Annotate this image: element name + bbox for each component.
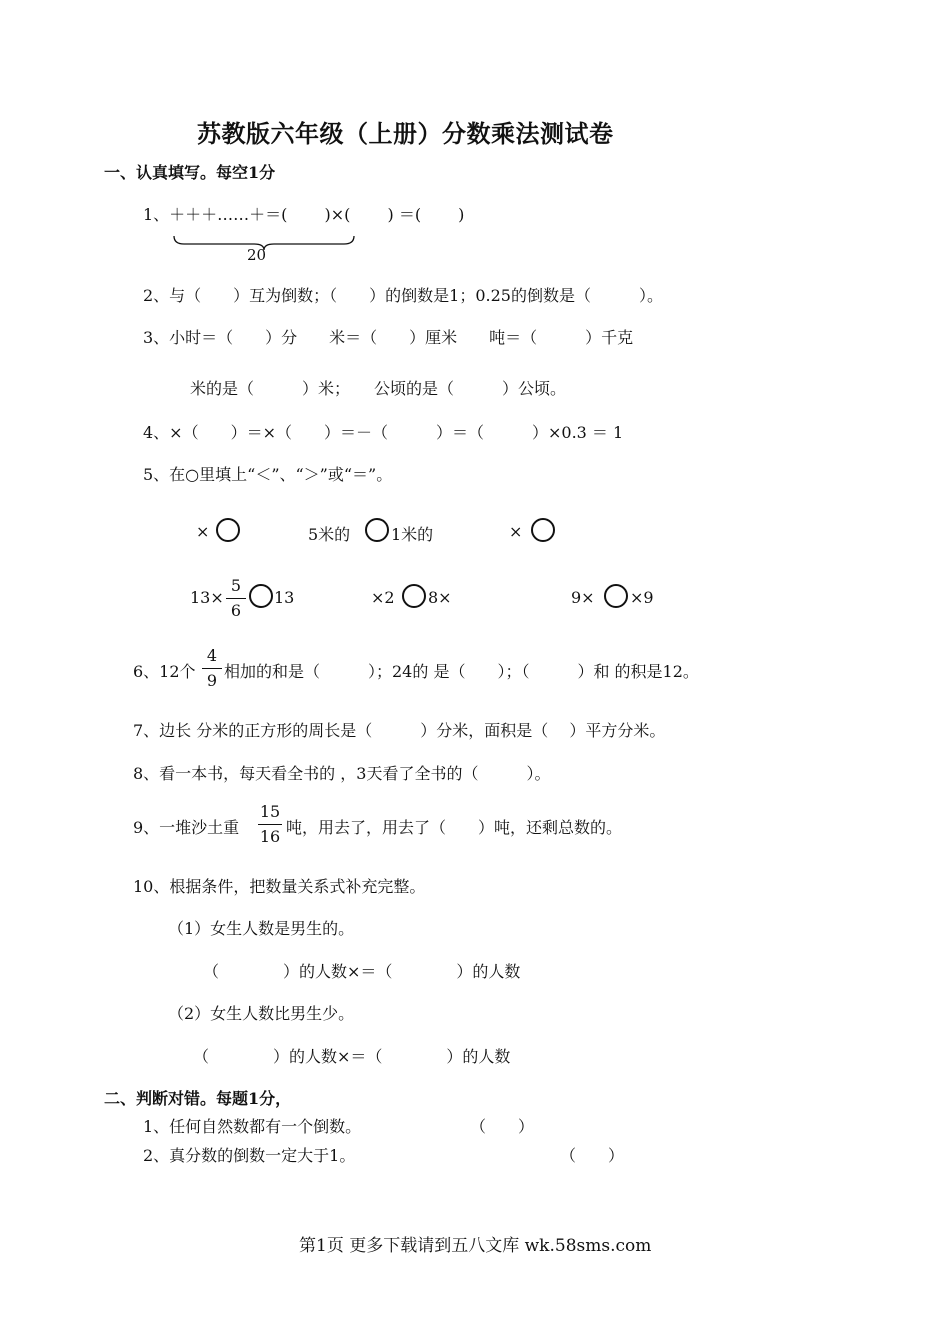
section-1-heading: 一、认真填写。每空1分 bbox=[104, 163, 276, 182]
section-2-heading: 二、判断对错。每题1分， bbox=[104, 1089, 292, 1108]
compare-6-right: ×9 bbox=[630, 588, 654, 607]
question-10: 10、根据条件，把数量关系式补充完整。 bbox=[133, 877, 426, 896]
question-7: 7、边长 分米的正方形的周长是（ ）分米，面积是（ ）平方分米。 bbox=[133, 721, 666, 740]
question-10-1: （1）女生人数是男生的。 bbox=[168, 919, 355, 938]
numerator: 15 bbox=[259, 802, 281, 821]
page-title: 苏教版六年级（上册）分数乘法测试卷 bbox=[197, 119, 614, 148]
denominator: 6 bbox=[230, 601, 242, 620]
fraction-fifteen-sixteenths bbox=[256, 802, 284, 847]
compare-5-right: 8× bbox=[428, 588, 452, 607]
compare-6-left: 9× bbox=[571, 588, 595, 607]
question-4: 4、×（ ）＝×（ ）＝－（ ）＝（ ）×0.3 ＝ 1 bbox=[143, 423, 624, 442]
denominator: 16 bbox=[259, 827, 281, 846]
compare-3-left: × bbox=[509, 522, 523, 541]
question-3-line-2: 米的是（ ）米； 公顷的是（ ）公顷。 bbox=[190, 379, 567, 398]
question-1: 1、＋＋＋……＋＝( )×( ) ＝( ) bbox=[143, 205, 465, 224]
numerator: 4 bbox=[206, 646, 218, 665]
question-3-line-1: 3、小时＝（ ）分 米＝（ ）厘米 吨＝（ ）千克 bbox=[143, 328, 634, 347]
compare-4-right: 13 bbox=[274, 588, 295, 607]
denominator: 9 bbox=[206, 671, 218, 690]
compare-circle bbox=[604, 584, 628, 608]
compare-circle bbox=[216, 518, 240, 542]
compare-circle bbox=[402, 584, 426, 608]
question-5: 5、在○里填上“＜”、“＞”或“＝”。 bbox=[143, 465, 393, 484]
fraction-five-sixths bbox=[224, 576, 248, 621]
compare-2-right: 1米的 bbox=[391, 525, 434, 544]
question-10-1-equation: （ ）的人数×＝（ ）的人数 bbox=[203, 962, 521, 981]
question-10-2: （2）女生人数比男生少。 bbox=[168, 1004, 355, 1023]
compare-4-left: 13× bbox=[190, 588, 224, 607]
compare-5-left: ×2 bbox=[371, 588, 395, 607]
question-9-prefix: 9、一堆沙土重 bbox=[133, 818, 240, 837]
question-2: 2、与（ ）互为倒数；（ ）的倒数是1；0.25的倒数是（ ）。 bbox=[143, 286, 663, 305]
compare-circle bbox=[249, 584, 273, 608]
page-footer: 第1页 更多下载请到五八文库 wk.58sms.com bbox=[299, 1236, 652, 1256]
question-6-text: 相加的和是（ ）；24的 是（ ）；（ ）和 的积是12。 bbox=[224, 662, 699, 681]
statement-2: 2、真分数的倒数一定大于1。 bbox=[143, 1146, 356, 1165]
question-9-text: 吨，用去了，用去了（ ）吨，还剩总数的。 bbox=[286, 818, 623, 837]
question-8: 8、看一本书，每天看全书的 ，3天看了全书的（ ）。 bbox=[133, 764, 551, 783]
question-6-prefix: 6、12个 bbox=[133, 662, 196, 681]
compare-1-left: × bbox=[196, 522, 210, 541]
statement-1-answer: （ ） bbox=[470, 1117, 535, 1136]
question-10-2-equation: （ ）的人数×＝（ ）的人数 bbox=[193, 1047, 511, 1066]
numerator: 5 bbox=[230, 576, 242, 595]
compare-circle bbox=[531, 518, 555, 542]
compare-2-left: 5米的 bbox=[308, 525, 351, 544]
fraction-four-ninths bbox=[200, 646, 224, 691]
statement-1: 1、任何自然数都有一个倒数。 bbox=[143, 1117, 362, 1136]
compare-circle bbox=[365, 518, 389, 542]
statement-2-answer: （ ） bbox=[560, 1146, 625, 1165]
underbrace-count: 20 bbox=[247, 246, 267, 264]
